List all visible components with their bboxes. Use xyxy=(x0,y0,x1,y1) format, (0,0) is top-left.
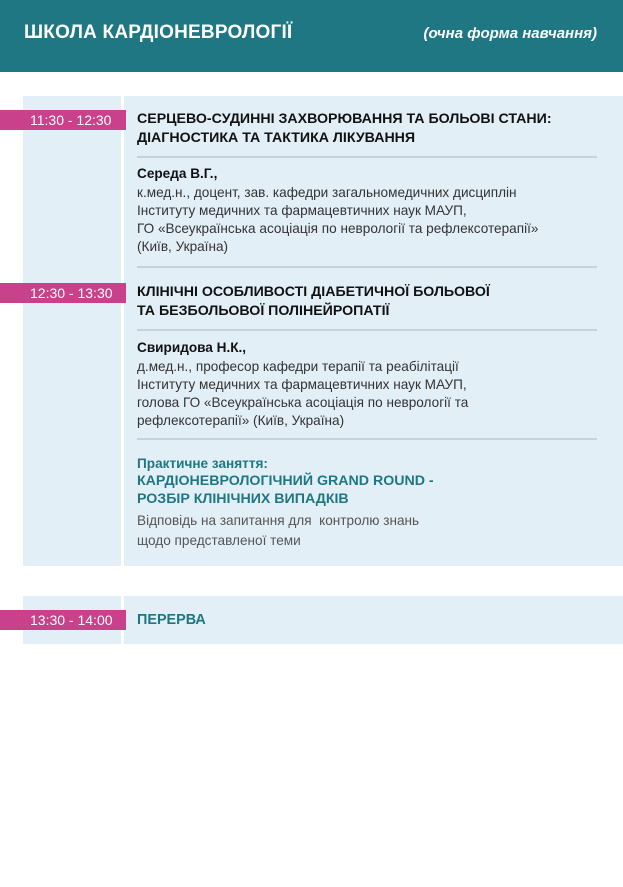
session-1-divider xyxy=(137,156,597,158)
practical-desc-line-2: щодо представленої теми xyxy=(137,533,301,548)
practical-description xyxy=(137,511,434,551)
session-2-time: 12:30 - 13:30 xyxy=(0,283,126,303)
speaker-name: Свиридова Н.К., xyxy=(137,340,247,355)
page-subtitle: (очна форма навчання) xyxy=(423,25,597,42)
session-2-speaker xyxy=(137,339,468,430)
speaker-line: к.мед.н., доцент, зав. кафедри загальномедичних дисциплін xyxy=(137,185,517,200)
session-2-title-line-2: ТА БЕЗБОЛЬОВОЇ ПОЛІНЕЙРОПАТІЇ xyxy=(137,303,390,319)
session-1-title-line-2: ДІАГНОСТИКА ТА ТАКТИКА ЛІКУВАННЯ xyxy=(137,130,416,146)
session-1-time: 11:30 - 12:30 xyxy=(0,110,126,130)
practical-label: Практичне заняття: xyxy=(137,456,268,471)
practical-title-line-2: РОЗБІР КЛІНІЧНИХ ВИПАДКІВ xyxy=(137,491,349,507)
speaker-name: Середа В.Г., xyxy=(137,166,218,181)
practical-session xyxy=(137,455,434,551)
session-1-title-line-1: СЕРЦЕВО-СУДИННІ ЗАХВОРЮВАННЯ ТА БОЛЬОВІ СТАНИ: xyxy=(137,111,552,127)
practical-title xyxy=(137,472,434,508)
session-2-title-line-1: КЛІНІЧНІ ОСОБЛИВОСТІ ДІАБЕТИЧНОЇ БОЛЬОВОЇ xyxy=(137,284,490,300)
practical-desc-line-1: Відповідь на запитання для контролю знань xyxy=(137,513,420,528)
practical-title-line-1: КАРДІОНЕВРОЛОГІЧНИЙ GRAND ROUND - xyxy=(137,473,434,489)
session-1-title xyxy=(137,110,552,148)
speaker-line: голова ГО «Всеукраїнська асоціація по неврології та xyxy=(137,395,469,410)
speaker-line: Інституту медичних та фармацевтичних наук МАУП, xyxy=(137,203,467,218)
break-time: 13:30 - 14:00 xyxy=(0,610,126,630)
speaker-line: (Київ, Україна) xyxy=(137,239,229,254)
session-2-divider xyxy=(137,329,597,331)
session-separator xyxy=(137,266,597,268)
page-title: ШКОЛА КАРДІОНЕВРОЛОГІЇ xyxy=(24,22,293,43)
break-label: ПЕРЕРВА xyxy=(137,612,206,628)
session-2-title xyxy=(137,283,490,321)
timeline-divider xyxy=(121,96,124,566)
practical-divider xyxy=(137,438,597,440)
speaker-line: д.мед.н., професор кафедри терапії та реабілітації xyxy=(137,359,459,374)
header-bar xyxy=(0,0,623,72)
speaker-line: Інституту медичних та фармацевтичних наук МАУП, xyxy=(137,377,467,392)
speaker-line: рефлексотерапії» (Київ, Україна) xyxy=(137,413,345,428)
session-1-speaker xyxy=(137,165,538,256)
speaker-line: ГО «Всеукраїнська асоціація по неврології та рефлексотерапії» xyxy=(137,221,539,236)
